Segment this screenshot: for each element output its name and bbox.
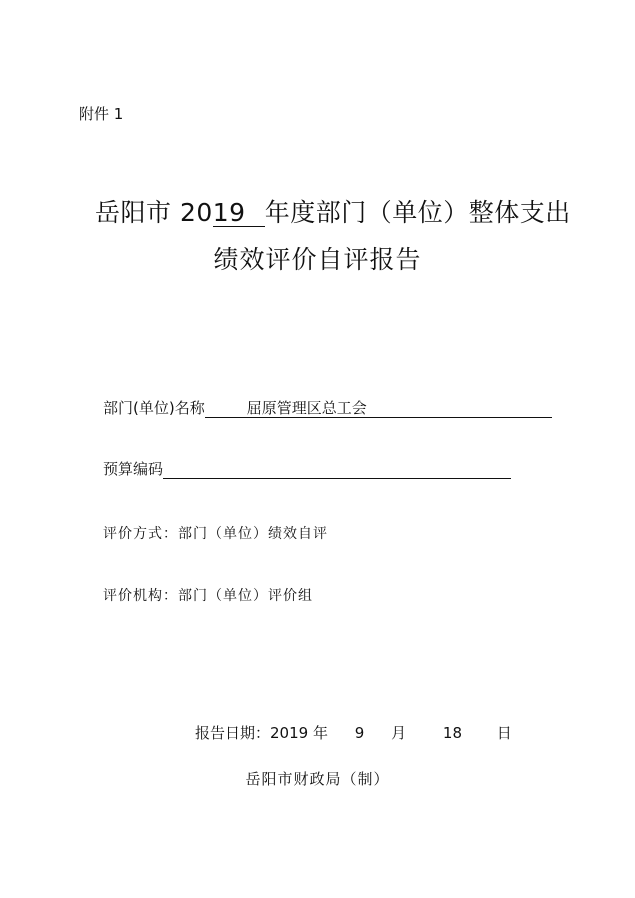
title-prefix: 岳阳市 20 — [95, 198, 213, 227]
report-year: 2019 — [270, 724, 309, 742]
dept-name-row — [103, 397, 552, 418]
page-title-line-2: 绩效评价自评报告 — [213, 245, 422, 274]
title-rest: 年度部门（单位）整体支出 — [264, 198, 571, 227]
report-month: 9 — [354, 724, 365, 742]
budget-code-value — [163, 458, 511, 479]
eval-agency: 评价机构：部门（单位）评价组 — [103, 588, 313, 604]
issuer: 岳阳市财政局（制） — [245, 770, 390, 788]
report-year-unit: 年 — [312, 724, 328, 742]
attachment-label: 附件 1 — [79, 105, 124, 123]
dept-name-value: 屈原管理区总工会 — [205, 398, 552, 418]
budget-code-label: 预算编码 — [103, 460, 164, 478]
report-month-unit: 月 — [391, 724, 407, 742]
report-date — [195, 722, 512, 743]
eval-method: 评价方式：部门（单位）绩效自评 — [103, 526, 328, 542]
report-date-label: 报告日期： — [195, 724, 271, 742]
report-day: 18 — [442, 724, 462, 742]
title-year-blank: 19 — [213, 200, 265, 227]
budget-code-row — [103, 458, 511, 479]
report-day-unit: 日 — [496, 724, 512, 742]
page-title-line-1 — [95, 193, 571, 229]
dept-name-label: 部门(单位)名称 — [103, 399, 205, 417]
